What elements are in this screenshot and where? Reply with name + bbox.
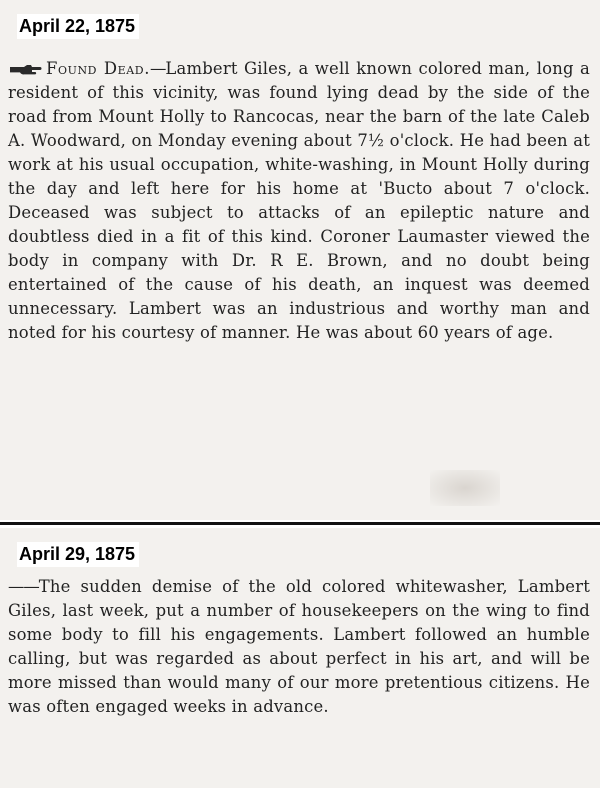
pointing-hand-icon — [8, 64, 42, 76]
clipping-date-label: April 29, 1875 — [17, 542, 139, 567]
lead-dash: —— — [8, 577, 39, 596]
obituary-article — [8, 57, 590, 345]
article-headline: Found Dead. — [46, 59, 151, 78]
clipping-date-label: April 22, 1875 — [17, 14, 139, 39]
article-body: Lambert Giles, a well known colored man, long a resident of this vicinity, was found lying dead by the side of the road from Mount Holly to Rancocas, near the barn of the late Caleb A. Woodward, on Monday evening about 7½ o'clock. He had been at work at his usual occupation, white-washing, in Mount Holly during the day and left here for his home at 'Bucto about 7 o'clock. Deceased was subject to attacks of an epileptic nature and doubtless died in a fit of this kind. Coroner Laumaster viewed the body in company with Dr. R E. Brown, and no doubt being entertained of the cause of his death, an inquest was deemed unnecessary. Lambert was an industrious and worthy man and noted for his courtesy of manner. He was about 60 years of age. — [8, 59, 591, 342]
section-divider — [0, 522, 600, 525]
paper-stain — [430, 470, 500, 506]
article-body: The sudden demise of the old colored whitewasher, Lambert Giles, last week, put a number of housekeepers on the wing to find some body to fill his engagements. Lambert followed an humble calling, but was regarded as about perfect in his art, and will be more missed than would many of our more pretentious citizens. He was often engaged weeks in advance. — [8, 577, 590, 716]
followup-article — [8, 575, 590, 719]
headline-dash: — — [150, 59, 166, 78]
